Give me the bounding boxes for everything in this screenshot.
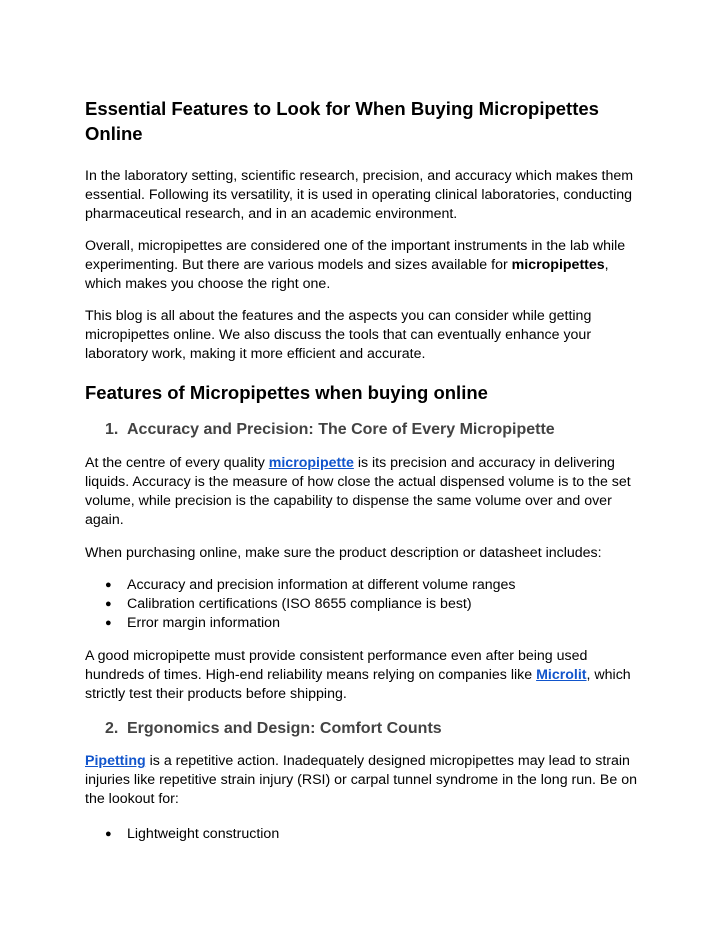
s1-paragraph-2: When purchasing online, make sure the product description or datasheet includes: bbox=[85, 545, 602, 561]
section-heading: Features of Micropipettes when buying online bbox=[85, 382, 488, 403]
document-page bbox=[85, 96, 645, 844]
intro-paragraph-2 bbox=[85, 237, 645, 294]
s2-paragraph-1 bbox=[85, 752, 645, 809]
s1-p1-text-before: At the centre of every quality bbox=[85, 455, 269, 471]
s1-p3-text-after: , which strictly test their products before shipping. bbox=[85, 667, 631, 702]
s2-bullet-list bbox=[85, 825, 645, 844]
s1-p1-text-after: is its precision and accuracy in delivering liquids. Accuracy is the measure of how close the actual dispensed volume is to the set volume, while precision is the capability to dispense the same volume over and over again. bbox=[85, 455, 631, 528]
intro-p2-text-before: Overall, micropipettes are considered one of the important instruments in the lab while experimenting. But there are various models and sizes available for bbox=[85, 238, 626, 273]
subheading-2-text: Ergonomics and Design: Comfort Counts bbox=[127, 720, 442, 737]
subheading-1-number: 1. bbox=[105, 421, 119, 438]
intro-p2-text-after: , which makes you choose the right one. bbox=[85, 257, 609, 292]
subheading-2 bbox=[85, 718, 645, 740]
subheading-1-text: Accuracy and Precision: The Core of Every Micropipette bbox=[127, 421, 555, 438]
s1-p3-text-before: A good micropipette must provide consistent performance even after being used hundreds of times. High-end reliability means relying on companies like bbox=[85, 648, 588, 683]
subheading-2-number: 2. bbox=[105, 720, 119, 737]
s1-paragraph-3 bbox=[85, 647, 645, 704]
s1-bullet-list bbox=[85, 576, 645, 633]
list-item bbox=[85, 825, 645, 844]
list-item-text: Lightweight construction bbox=[127, 826, 280, 842]
s1-paragraph-1 bbox=[85, 454, 645, 530]
pipetting-link[interactable]: Pipetting bbox=[85, 753, 146, 769]
bullet-icon: ● bbox=[105, 579, 112, 591]
list-item bbox=[85, 576, 645, 595]
list-item-text: Calibration certifications (ISO 8655 compliance is best) bbox=[127, 596, 472, 612]
list-item-text: Error margin information bbox=[127, 615, 280, 631]
intro-paragraph-1: In the laboratory setting, scientific research, precision, and accuracy which makes them essential. Following its versatility, it is used in operating clinical laboratories, conducting pharmaceutical research, and in an academic environment. bbox=[85, 168, 634, 222]
list-item-text: Accuracy and precision information at different volume ranges bbox=[127, 577, 516, 593]
list-item bbox=[85, 595, 645, 614]
bullet-icon: ● bbox=[105, 598, 112, 610]
bullet-icon: ● bbox=[105, 617, 112, 629]
document-title: Essential Features to Look for When Buying Micropipettes Online bbox=[85, 98, 599, 144]
list-item bbox=[85, 614, 645, 633]
intro-paragraph-3: This blog is all about the features and the aspects you can consider while getting micropipettes online. We also discuss the tools that can eventually enhance your laboratory work, making it more efficient and accurate. bbox=[85, 308, 592, 362]
intro-p2-bold: micropipettes bbox=[511, 257, 605, 273]
bullet-icon: ● bbox=[105, 828, 112, 840]
microlit-link[interactable]: Microlit bbox=[536, 667, 587, 683]
subheading-1 bbox=[85, 419, 645, 441]
micropipette-link[interactable]: micropipette bbox=[268, 455, 354, 471]
s2-p1-text-after: is a repetitive action. Inadequately designed micropipettes may lead to strain injuries like repetitive strain injury (RSI) or carpal tunnel syndrome in the long run. Be on the lookout for: bbox=[85, 753, 637, 807]
